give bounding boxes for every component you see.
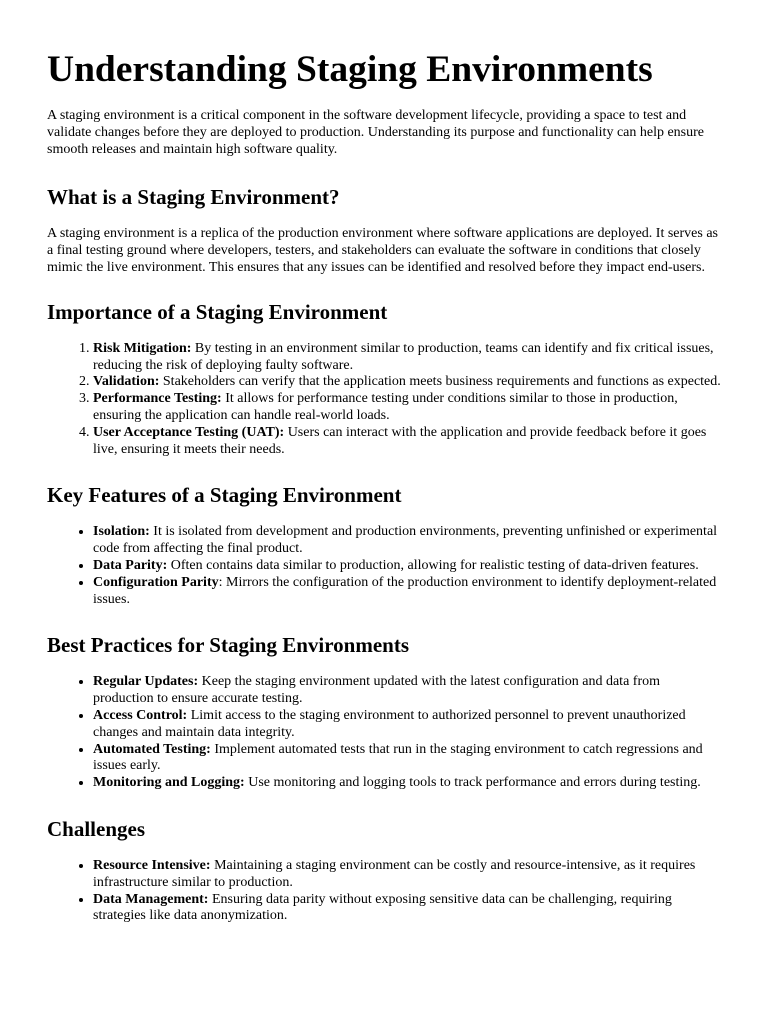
item-term: Isolation: — [93, 524, 150, 540]
item-term: Performance Testing: — [93, 391, 222, 407]
item-term: Risk Mitigation: — [93, 340, 192, 356]
best-practices-list — [47, 674, 721, 792]
item-text: Limit access to the staging environment to authorized personnel to prevent unauthorized changes and maintain data integrity. — [93, 707, 686, 740]
item-text: Implement automated tests that run in the staging environment to catch regressions and issues early. — [93, 741, 703, 774]
item-term: Access Control: — [93, 707, 188, 723]
list-item — [93, 524, 721, 558]
list-item — [93, 558, 721, 575]
list-item — [93, 341, 721, 375]
item-text: Maintaining a staging environment can be costly and resource-intensive, as it requires infrastructure similar to production. — [93, 857, 696, 890]
list-item — [93, 575, 721, 609]
item-term: Configuration Parity — [93, 574, 219, 590]
importance-list — [47, 341, 721, 459]
section-heading: Key Features of a Staging Environment — [47, 483, 402, 508]
challenges-list — [47, 858, 721, 925]
item-text: It is isolated from development and production environments, preventing unfinished or experimental code from affecting the final product. — [93, 524, 718, 557]
list-item — [93, 374, 721, 391]
section-best-practices — [47, 633, 721, 792]
item-text: : Mirrors the configuration of the production environment to identify deployment-related issues. — [93, 574, 717, 607]
features-list — [47, 524, 721, 608]
item-term: Resource Intensive: — [93, 857, 211, 873]
item-term: Data Parity: — [93, 557, 168, 573]
section-heading: Best Practices for Staging Environments — [47, 633, 410, 658]
section-what-is — [47, 185, 721, 276]
list-item — [93, 858, 721, 892]
section-heading: What is a Staging Environment? — [47, 185, 340, 210]
section-challenges — [47, 817, 721, 925]
item-text: It allows for performance testing under conditions similar to those in production, ensuring the application can handle real-world loads. — [93, 391, 678, 423]
list-item — [93, 892, 721, 926]
item-text: By testing in an environment similar to production, teams can identify and fix critical issues, reducing the risk of deploying faulty software. — [93, 340, 714, 373]
list-item — [93, 391, 721, 425]
item-term: User Acceptance Testing (UAT): — [93, 424, 285, 440]
item-text: Users can interact with the application and provide feedback before it goes live, ensuring it meets their needs. — [93, 424, 707, 457]
intro-paragraph: A staging environment is a critical component in the software development lifecycle, providing a space to test and validate changes before they are deployed to production. Understanding its purpose and functionality can help ensure smooth releases and maintain high software quality. — [47, 108, 705, 157]
list-item — [93, 708, 721, 742]
item-text: Stakeholders can verify that the application meets business requirements and functions as expected. — [159, 374, 721, 390]
list-item — [93, 425, 721, 459]
list-item — [93, 775, 721, 792]
list-item — [93, 674, 721, 708]
item-text: Often contains data similar to production, allowing for realistic testing of data-driven features. — [167, 557, 699, 573]
section-paragraph: A staging environment is a replica of the production environment where software applications are deployed. It serves as a final testing ground where developers, testers, and stakeholders can evaluate the software in conditions that closely mimic the live environment. This ensures that any issues can be identified and resolved before they impact end-users. — [47, 226, 719, 275]
item-text: Keep the staging environment updated with the latest configuration and data from production to ensure accurate testing. — [93, 674, 661, 707]
item-text: Ensuring data parity without exposing sensitive data can be challenging, requiring strategies like data anonymization. — [93, 891, 672, 924]
section-heading: Importance of a Staging Environment — [47, 299, 388, 324]
page-title: Understanding Staging Environments — [47, 49, 653, 90]
list-item — [93, 742, 721, 776]
item-term: Automated Testing: — [93, 741, 211, 757]
item-term: Data Management: — [93, 891, 209, 907]
item-term: Monitoring and Logging: — [93, 775, 245, 791]
section-importance — [47, 300, 721, 459]
item-term: Validation: — [93, 374, 160, 390]
section-key-features — [47, 483, 721, 608]
section-heading: Challenges — [47, 816, 146, 841]
item-text: Use monitoring and logging tools to track performance and errors during testing. — [244, 775, 701, 791]
item-term: Regular Updates: — [93, 674, 199, 690]
